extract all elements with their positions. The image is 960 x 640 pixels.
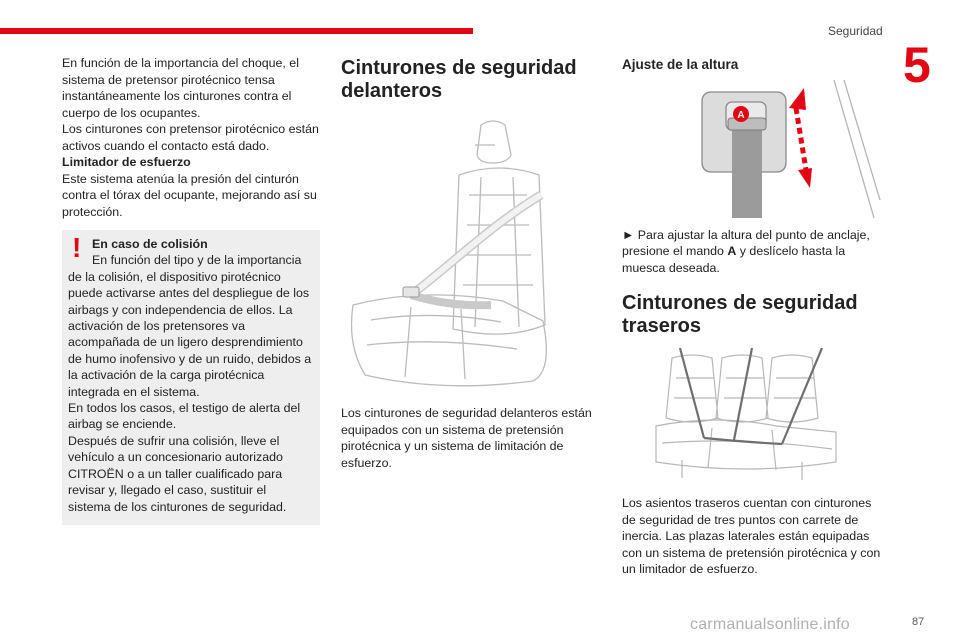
warning-body-3: Después de sufrir una colisión, lleve el vehículo a un concesionario autorizado CITROËN o a un taller cualificado para revisar y, llegado el caso, sustituir el sistema de los cinturones de seguridad. (68, 433, 287, 514)
paragraph-active: Los cinturones con pretensor pirotécnico están activos cuando el contacto está dado. (62, 122, 319, 153)
page-number: 87 (912, 616, 925, 628)
front-seat-illustration (341, 115, 596, 395)
warning-body-1: de la colisión, el dispositivo pirotécnico puede activarse antes del despliegue de los airbags y con independencia de ellos. La activación de los pretensores va acompañada de un ligero desprendimiento de humo inofensivo y de un ruido, debidos a la activación de la carga pirotécnica integrada en el sistema. (68, 269, 312, 399)
warning-body-2: En todos los casos, el testigo de alerta del airbag se enciende. (68, 401, 301, 432)
control-a-badge: A (737, 109, 745, 121)
height-adjuster-illustration (684, 80, 884, 218)
instruction-start: ► Para ajustar la altura del punto de anclaje, presione el mando (622, 227, 870, 258)
warning-box (62, 230, 320, 525)
heading-limitador: Limitador de esfuerzo (62, 155, 191, 169)
instruction-end: y deslícelo hasta la muesca deseada. (622, 244, 846, 275)
height-adjust-heading: Ajuste de la altura (622, 57, 739, 72)
warning-line-1: En función del tipo y de la importancia (92, 253, 302, 268)
paragraph-limitador: Este sistema atenúa la presión del cinturón contra el tórax del ocupante, mejorando así su protección. (62, 171, 317, 219)
rear-belts-title: Cinturones de seguridad traseros (622, 292, 858, 337)
column-right (622, 57, 884, 578)
column-middle (341, 57, 596, 471)
height-adjust-instruction (622, 227, 884, 277)
warning-title: En caso de colisión (92, 237, 208, 251)
section-title: Seguridad (828, 24, 883, 38)
rear-belts-text: Los asientos traseros cuentan con cinturones de seguridad de tres puntos con carrete de inercia. Las plazas laterales están equipadas con un sistema de pretensión pirotécnica y con un limitador de esfuerzo. (622, 496, 881, 576)
chapter-number: 5 (903, 37, 931, 93)
front-belts-title: Cinturones de seguridad delanteros (341, 57, 577, 102)
front-belts-text: Los cinturones de seguridad delanteros están equipados con un sistema de pretensión pirotécnica y un sistema de limitación de esfuerzo. (341, 406, 592, 470)
header-accent-bar (0, 28, 473, 34)
column-left (62, 55, 320, 525)
exclamation-icon: ! (72, 232, 82, 263)
watermark: carmanualsonline.info (690, 616, 850, 633)
instruction-key: A (727, 244, 737, 258)
rear-seats-illustration (652, 348, 842, 483)
paragraph-pretensor: En función de la importancia del choque, el sistema de pretensor pirotécnico tensa instantáneamente los cinturones contra el cuerpo de los ocupantes. (62, 56, 299, 120)
